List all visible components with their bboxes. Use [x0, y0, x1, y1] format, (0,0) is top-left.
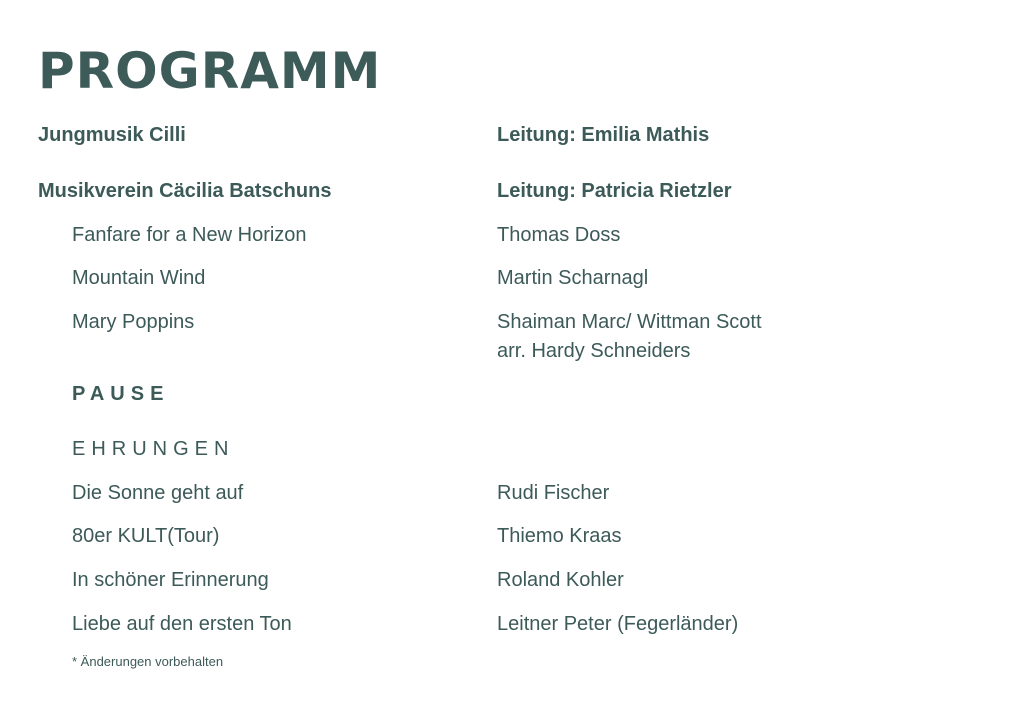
- piece-composer: Leitner Peter (Fegerländer): [497, 613, 739, 635]
- piece-title: In schöner Erinnerung: [72, 569, 269, 591]
- group-leader: Leitung: Emilia Mathis: [497, 124, 710, 146]
- footnote: * Änderungen vorbehalten: [72, 654, 224, 669]
- piece-title: Liebe auf den ersten Ton: [72, 613, 292, 635]
- page-title: PROGRAMM: [38, 42, 382, 100]
- piece-composer: Shaiman Marc/ Wittman Scott: [497, 311, 762, 333]
- piece-composer: Roland Kohler: [497, 569, 624, 591]
- piece-composer: Thomas Doss: [497, 224, 621, 246]
- piece-composer: Thiemo Kraas: [497, 525, 622, 547]
- piece-title: Mountain Wind: [72, 267, 206, 289]
- group-leader: Leitung: Patricia Rietzler: [497, 180, 732, 202]
- piece-title: Fanfare for a New Horizon: [72, 224, 307, 246]
- piece-composer: Martin Scharnagl: [497, 267, 649, 289]
- piece-title: 80er KULT(Tour): [72, 525, 220, 547]
- piece-arranger: arr. Hardy Schneiders: [497, 340, 691, 362]
- piece-title: Die Sonne geht auf: [72, 482, 244, 504]
- piece-composer: Rudi Fischer: [497, 482, 610, 504]
- pause-label: PAUSE: [72, 383, 170, 405]
- piece-title: Mary Poppins: [72, 311, 195, 333]
- group-name: Jungmusik Cilli: [38, 124, 186, 146]
- group-name: Musikverein Cäcilia Batschuns: [38, 180, 332, 202]
- ehrungen-label: EHRUNGEN: [72, 438, 235, 460]
